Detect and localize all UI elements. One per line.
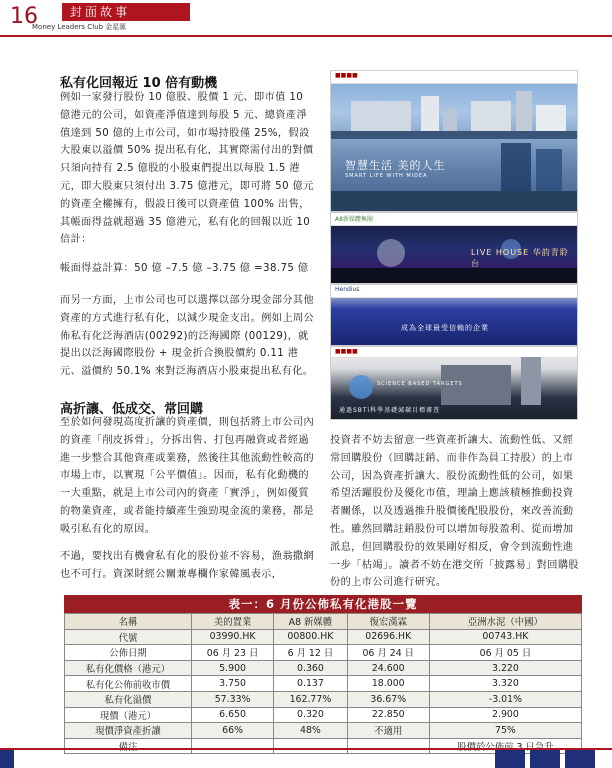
site-logo-text: ■■■■: [335, 348, 358, 355]
table-row: [65, 707, 582, 723]
table-row: [65, 723, 582, 739]
heading-privatization-return: 私有化回報近 10 倍有動機: [60, 76, 218, 91]
table-row: [65, 676, 582, 692]
paragraph-right-column: 投資者不妨去留意一些資產折讓大、流動性低、又經常回購股份（回購註銷、而非作為員工持股）的上市公司，因為資產折讓大、股份流動性低的公司，如果希望活躍股份及優化市值，理論上應該積極推動投資者關係，以及透過推升股價後配股股份，來改善流動性。雖然回購註銷股份可以增加每股盈利、從而增加派息，但回購股份的效果剛好相反，會令到流動性進一步「枯竭」。讀者不妨在港交所「披露易」對回購股份的上市公司進行研究。: [330, 435, 579, 589]
table-title: 表一：6 月份公佈私有化港股一覽: [64, 595, 582, 613]
table-cell: 私有化價格（港元）: [65, 660, 192, 676]
table-row: [65, 660, 582, 676]
screenshot-asia-cement: [330, 346, 578, 420]
formula-line: 帳面得益計算：50 億 –7.5 億 –3.75 億 =38.75 億: [60, 263, 309, 274]
table-cell: [274, 738, 348, 754]
table-cell: 06 月 05 日: [429, 645, 581, 661]
heading-discount: 高折讓、低成交、常回購: [60, 402, 204, 417]
table-cell: 3.750: [192, 676, 274, 692]
screenshot-a8-media: [330, 212, 578, 284]
footer-block: [495, 750, 525, 768]
table-cell: 3.320: [429, 676, 581, 692]
column-header: 復宏漢霖: [347, 614, 429, 630]
caption-sbti: 通過SBTi科學基礎減碳目標審查: [339, 407, 441, 414]
magazine-name: Money Leaders Club 金星匯: [32, 23, 127, 31]
column-header: 美的置業: [192, 614, 274, 630]
table-cell: 36.67%: [347, 691, 429, 707]
column-header: 亞洲水泥（中國）: [429, 614, 581, 630]
city-skyline-image: [331, 71, 577, 211]
table-cell: 03990.HK: [192, 629, 274, 645]
header-rule: [0, 35, 612, 37]
footer-block: [530, 750, 560, 768]
table-cell: 現價淨資產折讓: [65, 723, 192, 739]
table-cell: 18.000: [347, 676, 429, 692]
table-cell: 公佈日期: [65, 645, 192, 661]
section-tag: 封面故事: [62, 3, 190, 21]
table-cell: 私有化公佈前收市價: [65, 676, 192, 692]
table-cell: -3.01%: [429, 691, 581, 707]
table-cell: 現價（港元）: [65, 707, 192, 723]
table-cell: 24.600: [347, 660, 429, 676]
table-cell: 私有化溢價: [65, 691, 192, 707]
table-header-row: [65, 614, 582, 630]
footer-block: [565, 750, 595, 768]
table-cell: 0.320: [274, 707, 348, 723]
table-cell: 6.650: [192, 707, 274, 723]
table-cell: 不適用: [347, 723, 429, 739]
table-cell: 0.137: [274, 676, 348, 692]
site-logo-text: A8新媒體集團: [335, 216, 373, 223]
footer-block-left: [0, 750, 14, 768]
table-cell: 00743.HK: [429, 629, 581, 645]
site-toolbar: [331, 285, 577, 298]
table-row: [65, 691, 582, 707]
table-cell: 66%: [192, 723, 274, 739]
caption-sbt: SCIENCE BASED TARGETS: [377, 381, 463, 387]
paragraph-example: 例如一家發行股份 10 億股、股價 1 元、即市值 10 億港元的公司，如資產淨值達到每股 5 元、總資產淨值達到 50 億的上市公司，如市場持股僅 25%，假設大股東以溢價 50% 提出私有化，其實際需付出的對價只須向持有 2.5 億股的小股東們提出以每股 1.5 港元，即大股東只須付出 3.75 億港元，即可將 50 億元的資產全權擁有，假設日後可以資產值 100% 出售，其帳面得益就超過 35 億港元，私有化的回報以近 10 倍計：: [60, 92, 314, 246]
table-cell: 48%: [274, 723, 348, 739]
table-cell: 57.33%: [192, 691, 274, 707]
table-cell: [65, 738, 192, 754]
column-header: 名稱: [65, 614, 192, 630]
paragraph-not-easy: 不過，要找出有機會私有化的股份並不容易，漁翁撒網也不可行。資深財經公關兼專欄作家韓風表示，: [60, 551, 315, 580]
caption-livehouse: LIVE HOUSE 华韵青聆台: [471, 248, 569, 268]
table-cell: 75%: [429, 723, 581, 739]
table-body: [64, 613, 582, 754]
table-cell: 6 月 12 日: [274, 645, 348, 661]
table-cell: 代號: [65, 629, 192, 645]
table-cell: 00800.HK: [274, 629, 348, 645]
table-cell: 5.900: [192, 660, 274, 676]
caption-midea: 智慧生活 美的人生: [345, 159, 446, 172]
table-cell: 162.77%: [274, 691, 348, 707]
table-cell: 06 月 23 日: [192, 645, 274, 661]
site-logo-text: ■■■■: [335, 72, 358, 79]
table-cell: [192, 738, 274, 754]
page-number: 16: [10, 4, 38, 29]
table-row: [65, 629, 582, 645]
table-cell: [347, 738, 429, 754]
caption-midea-sub: SMART LIFE WITH MIDEA: [345, 173, 428, 179]
site-logo-text: Hendius: [335, 286, 360, 293]
table-cell: 22.850: [347, 707, 429, 723]
table-row: [65, 645, 582, 661]
paragraph-partial-cash: 而另一方面，上市公司也可以選擇以部分現金部分其他資產的方式進行私有化，以減少現金支出。例如上周公佈私有化泛海酒店(00292)的泛海國際 (00129)，就提出以泛海國際股份 + 現金折合換股價約 0.11 港元、溢價約 50.1% 來對泛海酒店小股東提出私有化。: [60, 295, 315, 378]
paragraph-discount: 至於如何發現高度折讓的資產價，則包括將上市公司內的資產「削皮拆骨」，分拆出售、打包再融資或者經過進一步整合其他資產或業務，然後往其他流動性較高的市場上市，以實現「公平價值」。因而，私有化動機的一大重點，就是上市公司內的資產「實淨」，例如優質的物業資產，或者能持續產生強勁現金流的業務，都是吸引私有化的原因。: [60, 417, 315, 535]
table-cell: 3.220: [429, 660, 581, 676]
screenshot-henlius: [330, 284, 578, 346]
screenshot-midea-property: [330, 70, 578, 212]
table-cell: 06 月 24 日: [347, 645, 429, 661]
table-cell: 0.360: [274, 660, 348, 676]
table-cell: 02696.HK: [347, 629, 429, 645]
table-cell: 2.900: [429, 707, 581, 723]
caption-henlius: 成為全球最受信賴的企業: [401, 324, 489, 332]
column-header: A8 新媒體: [274, 614, 348, 630]
privatization-table: [64, 595, 582, 754]
